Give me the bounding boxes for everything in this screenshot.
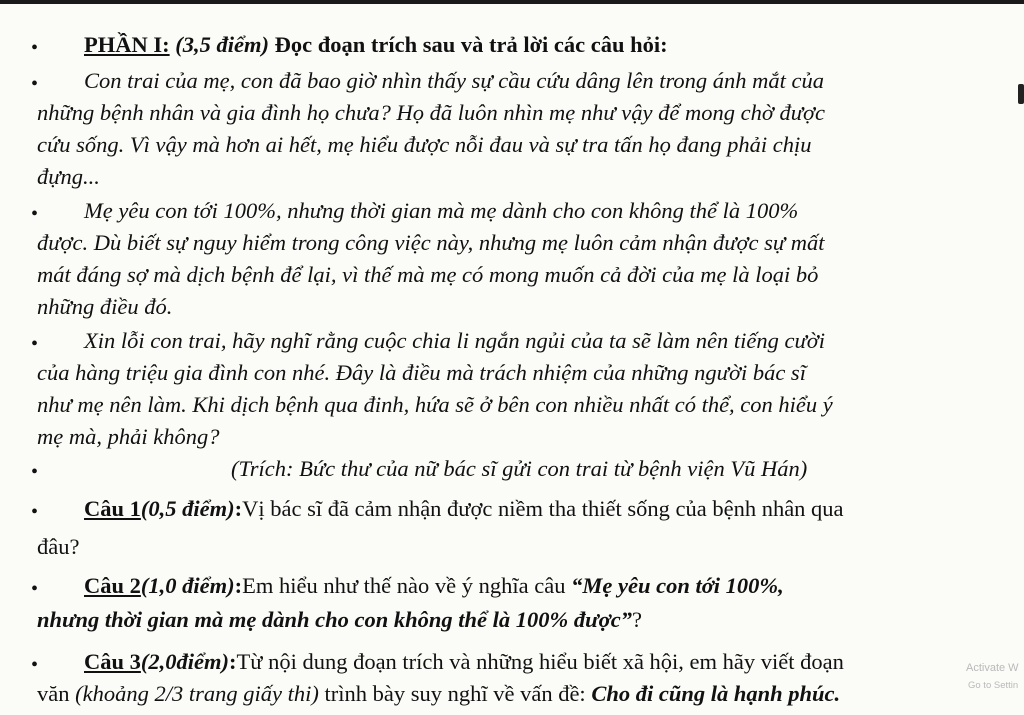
passage-line: mát đáng sợ mà dịch bệnh để lại, vì thế mà mẹ có mong muốn cả đời của mẹ là loại bỏ	[37, 262, 819, 287]
question-3-italic: (khoảng 2/3 trang giấy thi)	[75, 681, 319, 706]
bullet: •	[31, 73, 39, 95]
question-3-text: Từ nội dung đoạn trích và những hiểu biết xã hội, em hãy viết đoạn	[236, 649, 844, 674]
passage-line: Xin lỗi con trai, hãy nghĩ rằng cuộc chia li ngắn ngủi của ta sẽ làm nên tiếng cười	[84, 328, 826, 353]
question-1-text: Vị bác sĩ đã cảm nhận được niềm tha thiết sống của bệnh nhân qua	[242, 496, 844, 521]
question-3-cont	[37, 683, 840, 706]
part-heading-text: Đọc đoạn trích sau và trả lời các câu hỏi:	[268, 32, 668, 57]
question-2-quote-cont: nhưng thời gian mà mẹ dành cho con không thể là 100% được”	[37, 607, 632, 632]
question-1-label: Câu 1	[84, 496, 141, 521]
passage-line: của hàng triệu gia đình con nhé. Đây là điều mà trách nhiệm của những người bác sĩ	[37, 360, 806, 385]
question-3-colon: :	[229, 649, 237, 674]
activate-watermark: Activate W	[966, 662, 1019, 674]
question-3-topic: Cho đi cũng là hạnh phúc.	[591, 681, 841, 706]
bullet: •	[31, 654, 39, 676]
question-3-label: Câu 3	[84, 649, 141, 674]
question-2-label: Câu 2	[84, 573, 141, 598]
question-2-cont	[37, 609, 642, 632]
passage-line: những bệnh nhân và gia đình họ chưa? Họ đã luôn nhìn mẹ như vậy để mong chờ được	[37, 100, 825, 125]
question-3	[84, 651, 844, 674]
passage-line: mẹ mà, phải không?	[37, 424, 220, 449]
source-citation: (Trích: Bức thư của nữ bác sĩ gửi con trai từ bệnh viện Vũ Hán)	[231, 456, 808, 481]
question-1-points: (0,5 điểm)	[140, 496, 235, 521]
passage-line: những điều đó.	[37, 294, 173, 319]
passage-line: cứu sống. Vì vậy mà hơn ai hết, mẹ hiểu được nỗi đau và sự tra tấn họ đang phải chịu	[37, 132, 812, 157]
passage-line: được. Dù biết sự nguy hiểm trong công việc này, nhưng mẹ luôn cảm nhận được sự mất	[37, 230, 825, 255]
part-heading	[84, 34, 668, 57]
question-2-end: ?	[631, 607, 642, 632]
question-2-text: Em hiểu như thế nào về ý nghĩa câu	[242, 573, 572, 598]
question-3-start: văn	[37, 681, 76, 706]
passage-line: như mẹ nên làm. Khi dịch bệnh qua đinh, hứa sẽ ở bên con nhiều nhất có thể, con hiểu ý	[37, 392, 833, 417]
part-heading-label: PHẦN I:	[84, 32, 170, 57]
bullet: •	[31, 461, 39, 483]
question-1-cont: đâu?	[37, 534, 80, 559]
passage-line: đựng...	[37, 164, 100, 189]
bullet: •	[31, 501, 39, 523]
bullet: •	[31, 578, 39, 600]
question-2-colon: :	[234, 573, 243, 598]
bullet: •	[31, 37, 39, 59]
bullet: •	[31, 203, 39, 225]
question-3-points: (2,0điểm)	[140, 649, 229, 674]
question-2-quote: “Mẹ yêu con tới 100%,	[571, 573, 784, 598]
question-3-mid: trình bày suy nghĩ về vấn đề:	[318, 681, 592, 706]
question-2	[84, 575, 784, 598]
part-heading-points: (3,5 điểm)	[169, 32, 269, 57]
question-2-points: (1,0 điểm)	[140, 573, 235, 598]
question-1	[84, 498, 844, 521]
passage-line: Con trai của mẹ, con đã bao giờ nhìn thấy sự cầu cứu dâng lên trong ánh mắt của	[84, 68, 825, 93]
bullet: •	[31, 333, 39, 355]
settings-watermark: Go to Settin	[968, 680, 1019, 691]
passage-line: Mẹ yêu con tới 100%, nhưng thời gian mà mẹ dành cho con không thể là 100%	[84, 198, 799, 223]
question-1-colon: :	[234, 496, 243, 521]
